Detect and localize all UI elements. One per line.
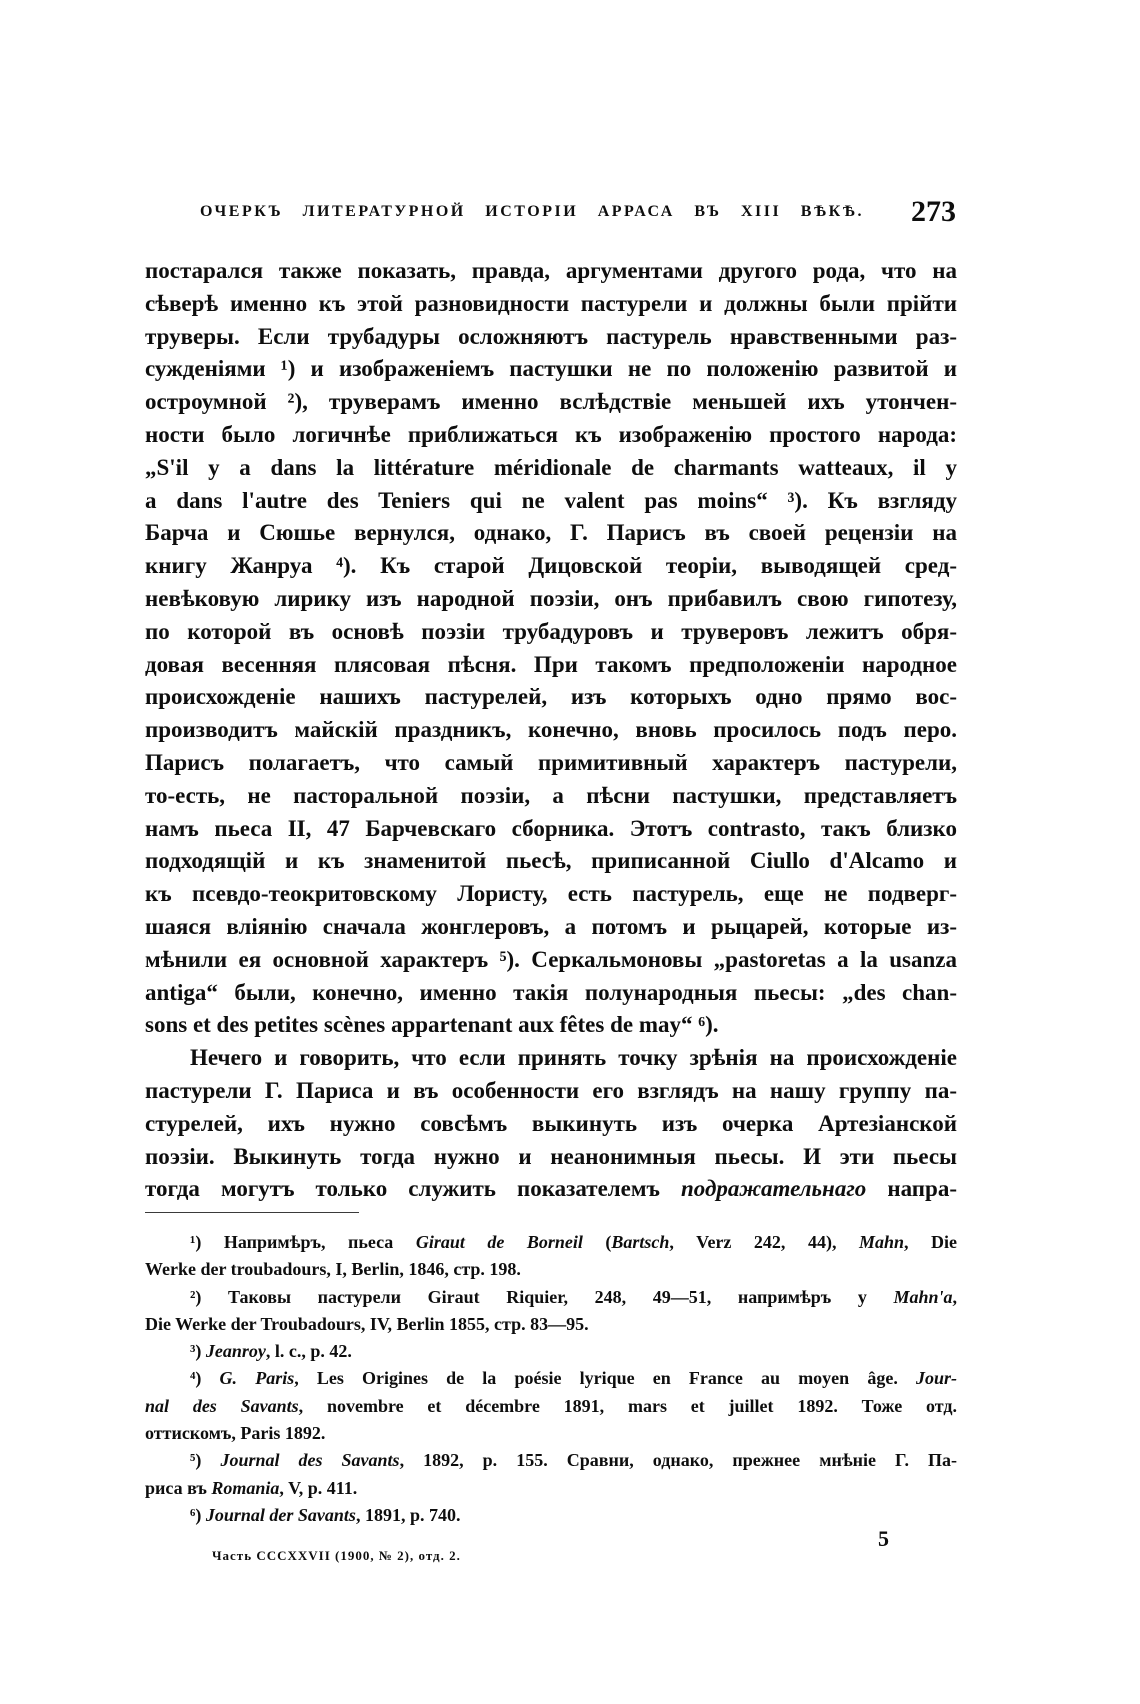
text-segment: , V, p. 411. xyxy=(279,1477,358,1498)
footnote-line xyxy=(145,1338,957,1365)
text-segment: , xyxy=(952,1286,957,1307)
italic-segment: Bartsch xyxy=(611,1232,670,1252)
body-line: ности было логичнѣе приближаться къ изображенію простого народа: xyxy=(145,421,957,447)
body-line: Парисъ полагаетъ, что самый примитивный характеръ пастурели, xyxy=(145,749,957,775)
footnote-line xyxy=(145,1284,957,1311)
text-segment: ⁴) xyxy=(190,1368,220,1389)
footnote-3 xyxy=(145,1338,957,1365)
italic-segment: Jeanroy xyxy=(205,1341,266,1362)
italic-segment: Journal der Savants xyxy=(205,1504,356,1525)
footnote-line: оттискомъ, Paris 1892. xyxy=(145,1423,326,1444)
main-text xyxy=(145,255,957,1206)
body-line: остроумной ²), труверамъ именно вслѣдствіе меньшей ихъ утончен- xyxy=(145,389,957,415)
body-line: подходящій и къ знаменитой пьесѣ, приписанной Ciullo d'Alcamo и xyxy=(145,848,957,874)
footnote-line: Die Werke der Troubadours, IV, Berlin 1855, стр. 83—95. xyxy=(145,1313,589,1334)
body-line: Барча и Сюшье вернулся, однако, Г. Парисъ въ своей рецензіи на xyxy=(145,520,957,546)
body-line: сужденіями ¹) и изображеніемъ пастушки не по положенію развитой и xyxy=(145,356,957,382)
body-line xyxy=(145,1173,957,1206)
page-number: 273 xyxy=(911,195,956,228)
body-line: сѣверѣ именно къ этой разновидности пастурели и должны были прійти xyxy=(145,290,957,316)
body-line: постарался также показать, правда, аргументами другого рода, что на xyxy=(145,258,957,283)
text-segment: напра- xyxy=(866,1176,957,1202)
footnote-1 xyxy=(145,1229,957,1284)
footnote-line xyxy=(145,1447,957,1474)
text-segment: риса въ xyxy=(145,1477,212,1498)
italic-segment: Jour- xyxy=(915,1368,957,1389)
footnote-line xyxy=(145,1502,957,1529)
text-segment: , novembre et décembre 1891, mars et juillet 1892. Тоже отд. xyxy=(298,1395,957,1416)
body-line: производитъ майскій праздникъ, конечно, вновь просилось подъ перо. xyxy=(145,717,957,743)
body-line: a dans l'autre des Teniers qui ne valent pas moins“ ³). Къ взгляду xyxy=(145,487,957,513)
paragraph-2 xyxy=(145,1042,957,1206)
body-line: довая весенняя плясовая пѣсня. При такомъ предположеніи народное xyxy=(145,651,957,677)
body-line: „S'il y a dans la littérature méridionale de charmants watteaux, il y xyxy=(145,454,957,480)
body-line: мѣнили ея основной характеръ ⁵). Серкальмоновы „pastoretas a la usanza xyxy=(145,946,957,972)
footnote-line xyxy=(145,1475,957,1502)
body-line: то-есть, не пасторальной поэзіи, а пѣсни пастушки, представляетъ xyxy=(145,782,957,808)
footnote-line: Werke der troubadours, I, Berlin, 1846, стр. 198. xyxy=(145,1259,521,1280)
body-line: труверы. Если трубадуры осложняютъ пастурель нравственными раз- xyxy=(145,323,957,349)
running-title: ОЧЕРКЪ ЛИТЕРАТУРНОЙ ИСТОРІИ АРРАСА ВЪ XIII ВѢКѢ. xyxy=(200,203,864,220)
text-segment: тогда могутъ только служить показателемъ xyxy=(145,1176,682,1202)
italic-segment: Journal des Savants xyxy=(220,1450,400,1471)
footnote-line xyxy=(145,1365,957,1392)
italic-segment: Mahn xyxy=(858,1232,904,1252)
body-line: книгу Жанруа ⁴). Къ старой Дицовской теоріи, выводящей сред- xyxy=(145,553,957,579)
footnote-2 xyxy=(145,1284,957,1339)
text-segment: , Les Origines de la poésie lyrique en France au moyen âge. xyxy=(294,1368,916,1389)
sheet-number: 5 xyxy=(878,1526,889,1551)
italic-segment: Mahn'a xyxy=(893,1286,953,1307)
italic-segment: nal des Savants xyxy=(145,1395,299,1416)
body-line: происхожденіе нашихъ пастурелей, изъ которыхъ одно прямо вос- xyxy=(145,684,957,710)
italic-segment: подражательнаго xyxy=(681,1176,867,1202)
text-segment: , Verz 242, 44), xyxy=(669,1232,859,1252)
body-line: по которой въ основѣ поэзіи трубадуровъ и труверовъ лежитъ обря- xyxy=(145,618,957,644)
footnote-6 xyxy=(145,1502,957,1529)
body-line: Нечего и говорить, что если принять точку зрѣнія на происхожденіе xyxy=(190,1045,957,1071)
body-line: sons et des petites scènes appartenant aux fêtes de may“ ⁶). xyxy=(145,1012,719,1038)
text-segment: ¹) Напримѣръ, пьеса xyxy=(190,1232,416,1252)
printer-signature: Часть CCCXXVII (1900, № 2), отд. 2. xyxy=(212,1548,461,1563)
text-segment: , Die xyxy=(903,1232,957,1252)
text-segment: ³) xyxy=(190,1341,206,1362)
body-line: antiga“ были, конечно, именно такія полународныя пьесы: „des chan- xyxy=(145,979,957,1005)
text-segment: ⁶) xyxy=(190,1504,206,1525)
body-line: намъ пьеса II, 47 Барчевскаго сборника. Этотъ contrasto, такъ близко xyxy=(145,815,957,841)
body-line: шаяся вліянію сначала жонглеровъ, а потомъ и рыцарей, которые из- xyxy=(145,913,957,939)
footnote-rule xyxy=(145,1212,359,1213)
italic-segment: G. Paris xyxy=(219,1368,295,1389)
footnotes xyxy=(145,1229,957,1529)
italic-segment: Romania xyxy=(211,1477,280,1498)
text-segment: , 1891, p. 740. xyxy=(355,1504,461,1525)
footnote-line xyxy=(145,1393,957,1420)
italic-segment: Giraut de Borneil xyxy=(415,1232,583,1252)
footnote-5 xyxy=(145,1447,957,1502)
text-segment: ²) Таковы пастурели Giraut Riquier, 248, 49—51, напримѣръ у xyxy=(190,1286,894,1307)
body-line: невѣковую лирику изъ народной поэзіи, онъ прибавилъ свою гипотезу, xyxy=(145,585,957,611)
paragraph-1 xyxy=(145,255,957,1042)
body-line: къ псевдо-теокритовскому Лористу, есть пастурель, еще не подверг- xyxy=(145,881,957,907)
footnote-4 xyxy=(145,1365,957,1447)
text-segment: ( xyxy=(582,1232,612,1252)
body-line: поэзіи. Выкинуть тогда нужно и неанонимныя пьесы. И эти пьесы xyxy=(145,1143,957,1169)
text-segment: , 1892, p. 155. Сравни, однако, прежнее мнѣніе Г. Па- xyxy=(399,1450,957,1471)
text-segment: , l. c., p. 42. xyxy=(265,1341,352,1362)
body-line: стурелей, ихъ нужно совсѣмъ выкинуть изъ очерка Артезіанской xyxy=(145,1110,957,1136)
footnote-line xyxy=(145,1229,957,1256)
text-segment: ⁵) xyxy=(190,1450,221,1471)
body-line: пастурели Г. Париса и въ особенности его взглядъ на нашу группу па- xyxy=(145,1077,957,1103)
